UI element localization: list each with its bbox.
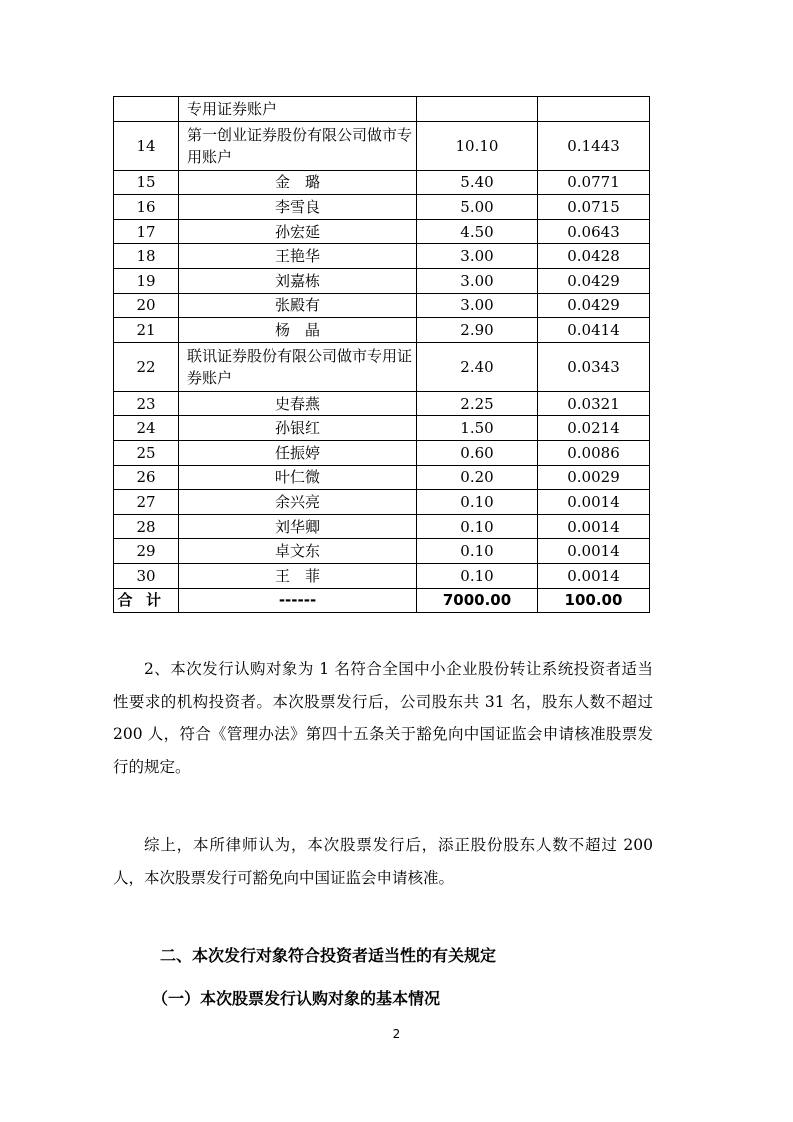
row-number: 20 bbox=[114, 293, 179, 318]
row-number: 26 bbox=[114, 465, 179, 490]
total-share-percentage: 100.00 bbox=[538, 588, 650, 613]
paragraph-subscriber-count: 2、本次发行认购对象为 1 名符合全国中小企业股份转让系统投资者适当性要求的机构投资者。本次股票发行后，公司股东共 31 名，股东人数不超过 200 人，符合《管理办法》第四十五条关于豁免向中国证监会申请核准股票发行的规定。 bbox=[113, 660, 653, 776]
shareholder-name: 孙宏延 bbox=[179, 219, 417, 244]
table-row bbox=[114, 465, 650, 490]
table-row bbox=[114, 170, 650, 195]
table-row bbox=[114, 342, 650, 391]
total-name-placeholder: ------ bbox=[179, 588, 417, 613]
row-number: 17 bbox=[114, 219, 179, 244]
row-number: 27 bbox=[114, 490, 179, 515]
table-row bbox=[114, 416, 650, 441]
row-number: 15 bbox=[114, 170, 179, 195]
row-number: 21 bbox=[114, 318, 179, 343]
share-percentage: 0.0428 bbox=[538, 244, 650, 269]
section-heading: 二、本次发行对象符合投资者适当性的有关规定 bbox=[160, 946, 497, 965]
table-row bbox=[114, 268, 650, 293]
share-percentage: 0.0014 bbox=[538, 490, 650, 515]
shareholder-name: 张殿有 bbox=[179, 293, 417, 318]
share-percentage: 0.0086 bbox=[538, 440, 650, 465]
page-number: 2 bbox=[392, 1027, 401, 1041]
row-number: 29 bbox=[114, 539, 179, 564]
table-row bbox=[114, 244, 650, 269]
table-row bbox=[114, 490, 650, 515]
shareholder-name: 专用证券账户 bbox=[179, 97, 417, 122]
shareholder-name: 史春燕 bbox=[179, 391, 417, 416]
share-percentage: 0.0014 bbox=[538, 563, 650, 588]
share-percentage: 0.0343 bbox=[538, 342, 650, 391]
row-number: 23 bbox=[114, 391, 179, 416]
shareholder-name: 孙银红 bbox=[179, 416, 417, 441]
table-row bbox=[114, 97, 650, 122]
shareholder-name: 金 璐 bbox=[179, 170, 417, 195]
row-number bbox=[114, 97, 179, 122]
row-number: 14 bbox=[114, 121, 179, 170]
share-percentage: 0.0214 bbox=[538, 416, 650, 441]
share-amount bbox=[417, 97, 538, 122]
share-amount: 10.10 bbox=[417, 121, 538, 170]
shareholder-name: 刘华卿 bbox=[179, 514, 417, 539]
share-percentage: 0.0014 bbox=[538, 539, 650, 564]
share-percentage: 0.0321 bbox=[538, 391, 650, 416]
table-row bbox=[114, 391, 650, 416]
paragraph-conclusion: 综上，本所律师认为，本次股票发行后，添正股份股东人数不超过 200 人，本次股票发行可豁免向中国证监会申请核准。 bbox=[113, 836, 653, 887]
share-percentage: 0.0029 bbox=[538, 465, 650, 490]
row-number: 16 bbox=[114, 195, 179, 220]
table-row bbox=[114, 195, 650, 220]
row-number: 22 bbox=[114, 342, 179, 391]
total-share-amount: 7000.00 bbox=[417, 588, 538, 613]
table-total-row bbox=[114, 588, 650, 613]
share-amount: 3.00 bbox=[417, 244, 538, 269]
shareholder-name: 王 菲 bbox=[179, 563, 417, 588]
shareholder-name: 任振婷 bbox=[179, 440, 417, 465]
shareholder-name: 叶仁微 bbox=[179, 465, 417, 490]
share-amount: 4.50 bbox=[417, 219, 538, 244]
table-row bbox=[114, 563, 650, 588]
share-percentage: 0.0771 bbox=[538, 170, 650, 195]
share-amount: 5.00 bbox=[417, 195, 538, 220]
table-row bbox=[114, 539, 650, 564]
row-number: 24 bbox=[114, 416, 179, 441]
subsection-heading: （一）本次股票发行认购对象的基本情况 bbox=[152, 989, 441, 1008]
shareholder-name: 刘嘉栋 bbox=[179, 268, 417, 293]
shareholder-name: 第一创业证券股份有限公司做市专用账户 bbox=[179, 121, 417, 170]
share-amount: 3.00 bbox=[417, 268, 538, 293]
row-number: 25 bbox=[114, 440, 179, 465]
share-amount: 1.50 bbox=[417, 416, 538, 441]
table-row bbox=[114, 318, 650, 343]
shareholder-table-body bbox=[114, 97, 650, 613]
shareholder-name: 卓文东 bbox=[179, 539, 417, 564]
row-number: 30 bbox=[114, 563, 179, 588]
share-percentage: 0.0429 bbox=[538, 293, 650, 318]
share-amount: 0.10 bbox=[417, 490, 538, 515]
table-row bbox=[114, 440, 650, 465]
shareholder-name: 王艳华 bbox=[179, 244, 417, 269]
share-amount: 2.40 bbox=[417, 342, 538, 391]
share-amount: 0.10 bbox=[417, 514, 538, 539]
shareholder-name: 杨 晶 bbox=[179, 318, 417, 343]
table-row bbox=[114, 219, 650, 244]
share-amount: 0.20 bbox=[417, 465, 538, 490]
row-number: 18 bbox=[114, 244, 179, 269]
table-row bbox=[114, 514, 650, 539]
share-amount: 2.90 bbox=[417, 318, 538, 343]
share-amount: 0.60 bbox=[417, 440, 538, 465]
row-number: 28 bbox=[114, 514, 179, 539]
share-percentage: 0.0014 bbox=[538, 514, 650, 539]
share-amount: 0.10 bbox=[417, 539, 538, 564]
shareholder-name: 余兴亮 bbox=[179, 490, 417, 515]
share-amount: 0.10 bbox=[417, 563, 538, 588]
shareholder-name: 李雪良 bbox=[179, 195, 417, 220]
table-row bbox=[114, 121, 650, 170]
shareholder-table bbox=[113, 96, 650, 613]
share-percentage: 0.0414 bbox=[538, 318, 650, 343]
share-percentage: 0.0429 bbox=[538, 268, 650, 293]
shareholder-name: 联讯证券股份有限公司做市专用证券账户 bbox=[179, 342, 417, 391]
share-percentage: 0.0643 bbox=[538, 219, 650, 244]
share-amount: 2.25 bbox=[417, 391, 538, 416]
share-percentage: 0.1443 bbox=[538, 121, 650, 170]
share-amount: 3.00 bbox=[417, 293, 538, 318]
table-row bbox=[114, 293, 650, 318]
total-label: 合计 bbox=[114, 588, 179, 613]
share-percentage: 0.0715 bbox=[538, 195, 650, 220]
row-number: 19 bbox=[114, 268, 179, 293]
share-amount: 5.40 bbox=[417, 170, 538, 195]
share-percentage bbox=[538, 97, 650, 122]
